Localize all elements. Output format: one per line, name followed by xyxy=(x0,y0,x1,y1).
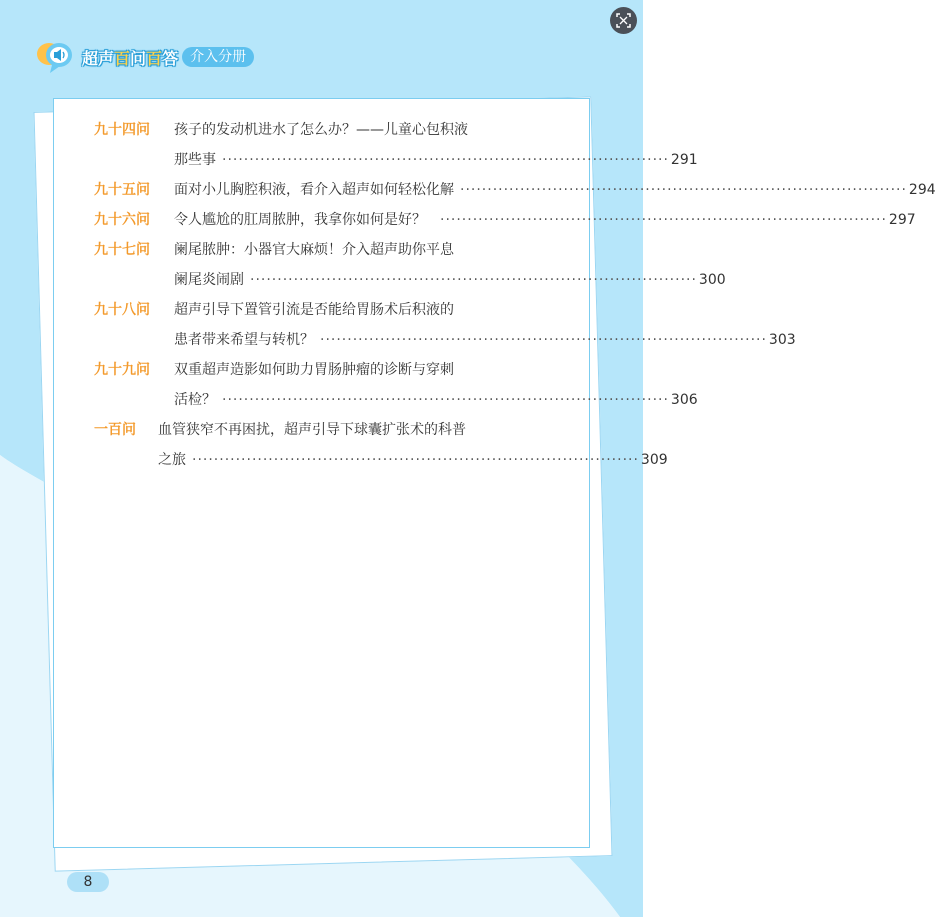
book-header xyxy=(36,40,254,74)
toc-entry[interactable] xyxy=(54,420,668,472)
dot-leader: ·················································································· xyxy=(250,272,697,288)
entry-title-line: 血管狭窄不再困扰，超声引导下球囊扩张术的科普 xyxy=(158,422,466,438)
question-number: 九十九问 xyxy=(94,362,150,378)
toc-sheet xyxy=(53,98,936,848)
dot-leader: ·················································································· xyxy=(320,332,767,348)
toc-entry[interactable] xyxy=(54,210,916,232)
question-number: 九十七问 xyxy=(94,242,150,258)
speech-bubble-speaker-icon xyxy=(36,40,74,74)
question-number: 九十四问 xyxy=(94,122,150,138)
toc-entry[interactable] xyxy=(54,240,726,292)
entry-title-line: 活检？ xyxy=(174,392,216,408)
page-ref: 294 xyxy=(908,182,936,198)
entry-title-line: 阑尾脓肿：小器官大麻烦！介入超声助你平息 xyxy=(174,242,454,258)
dot-leader: ·················································································· xyxy=(222,152,669,168)
entry-title-leader xyxy=(174,330,796,350)
dot-leader: ·················································································· xyxy=(192,452,639,468)
page-number: 8 xyxy=(67,872,109,892)
question-number: 九十八问 xyxy=(94,302,150,318)
table-of-contents xyxy=(54,99,936,847)
entry-title-line: 患者带来希望与转机？ xyxy=(174,332,314,348)
volume-label: 介入分册 xyxy=(182,47,254,67)
question-number: 一百问 xyxy=(94,422,136,438)
page-ref: 291 xyxy=(670,152,698,168)
entry-title-line: 面对小儿胸腔积液，看介入超声如何轻松化解 xyxy=(174,182,454,198)
entry-title-line: 双重超声造影如何助力胃肠肿瘤的诊断与穿刺 xyxy=(174,362,454,378)
toc-entry[interactable] xyxy=(54,180,936,202)
page-ref: 300 xyxy=(698,272,726,288)
page-ref: 306 xyxy=(670,392,698,408)
entry-title-line: 孩子的发动机进水了怎么办？——儿童心包积液 xyxy=(174,122,468,138)
entry-title-leader xyxy=(174,390,698,410)
screen-capture-button[interactable] xyxy=(610,7,637,34)
entry-title-leader xyxy=(174,150,698,170)
entry-title-leader xyxy=(158,450,668,470)
toc-entry[interactable] xyxy=(54,120,698,172)
dot-leader: ·················································································· xyxy=(440,212,887,228)
dot-leader: ·················································································· xyxy=(222,392,669,408)
toc-entry[interactable] xyxy=(54,360,698,412)
page-ref: 309 xyxy=(640,452,668,468)
entry-title-line: 令人尴尬的肛周脓肿，我拿你如何是好？ xyxy=(174,212,426,228)
entry-title-line: 超声引导下置管引流是否能给胃肠术后积液的 xyxy=(174,302,454,318)
book-title: 超声百问百答 xyxy=(82,48,179,68)
entry-title-leader xyxy=(174,270,726,290)
screen-capture-icon xyxy=(616,13,631,28)
entry-title-line: 那些事 xyxy=(174,152,216,168)
page-ref: 303 xyxy=(768,332,796,348)
question-number: 九十六问 xyxy=(94,212,150,228)
entry-title-leader xyxy=(174,210,916,230)
page-ref: 297 xyxy=(888,212,916,228)
question-number: 九十五问 xyxy=(94,182,150,198)
entry-title-leader xyxy=(174,180,936,200)
entry-title-line: 之旅 xyxy=(158,452,186,468)
entry-title-line: 阑尾炎闹剧 xyxy=(174,272,244,288)
dot-leader: ·················································································· xyxy=(460,182,907,198)
toc-entry[interactable] xyxy=(54,300,796,352)
